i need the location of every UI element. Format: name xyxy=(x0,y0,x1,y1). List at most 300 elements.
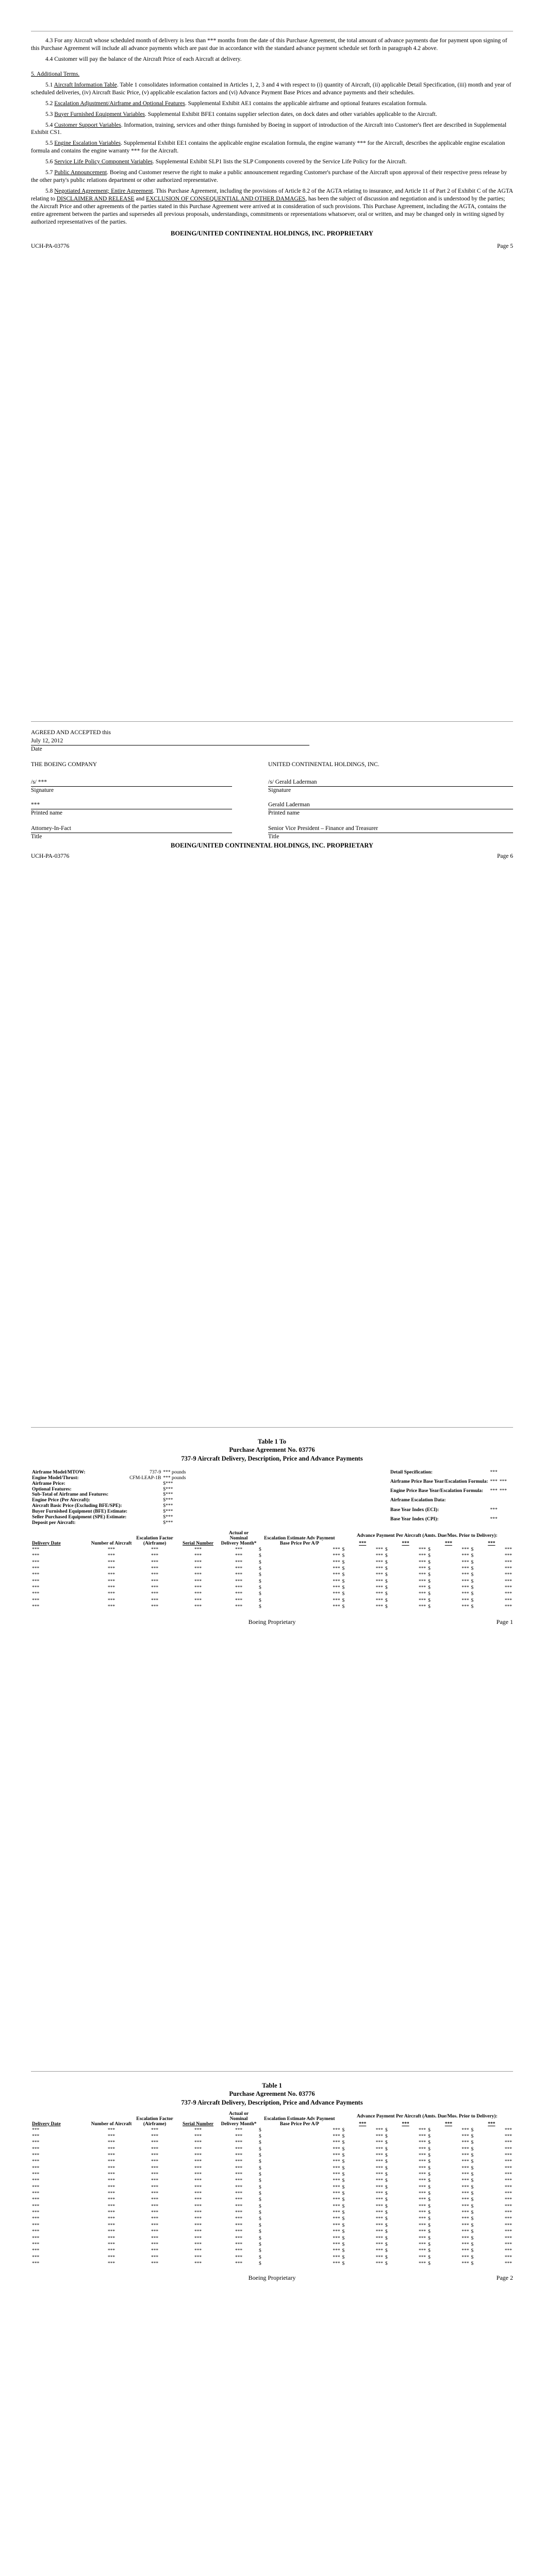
table-cell: $ xyxy=(385,1598,388,1603)
section-title: Negotiated Agreement; Entire Agreement xyxy=(54,188,153,195)
table-cell: $ xyxy=(428,2159,431,2165)
table-cell: *** xyxy=(235,2178,243,2184)
table-cell: *** xyxy=(504,2178,512,2184)
table-cell: *** xyxy=(333,2146,340,2152)
table-cell: *** xyxy=(418,2229,426,2235)
table-cell: *** xyxy=(504,2216,512,2222)
table-subtitle: Purchase Agreement No. 03776 xyxy=(229,2090,315,2098)
table-cell: *** xyxy=(461,2197,469,2203)
table-cell: *** xyxy=(151,2223,159,2228)
section-title: Customer Support Variables xyxy=(54,122,121,128)
table-cell: *** xyxy=(235,2146,243,2152)
info-value: $*** xyxy=(163,1481,173,1486)
table-row xyxy=(31,2172,513,2178)
table-cell: *** xyxy=(333,1572,340,1578)
table-cell: $ xyxy=(385,2261,388,2266)
info-row xyxy=(31,1520,187,1526)
info-value xyxy=(128,1503,162,1509)
advance-month-header: *** xyxy=(402,1540,409,1546)
table-cell: *** xyxy=(461,1553,469,1559)
table-cell: *** xyxy=(333,2134,340,2139)
table-cell: *** xyxy=(194,2223,202,2228)
table-cell: *** xyxy=(504,2127,512,2133)
table-cell: *** xyxy=(151,1604,159,1609)
aircraft-info-right xyxy=(389,1470,508,1526)
table-cell: $ xyxy=(259,1547,261,1552)
table-row xyxy=(31,2235,513,2242)
table-cell: *** xyxy=(461,2191,469,2197)
info-row xyxy=(31,1503,187,1509)
table-cell: *** xyxy=(151,2248,159,2254)
table-cell: $ xyxy=(259,2146,261,2152)
table-cell: $ xyxy=(385,2210,388,2216)
table-cell: *** xyxy=(151,2159,159,2165)
table-cell: $ xyxy=(428,2140,431,2146)
table-row xyxy=(31,1579,513,1585)
table-cell: *** xyxy=(418,2248,426,2254)
table-cell: *** xyxy=(151,1585,159,1590)
table-cell: $ xyxy=(342,1547,345,1552)
table-cell: $ xyxy=(428,1591,431,1597)
table-cell: *** xyxy=(32,2204,40,2209)
table-cell: $ xyxy=(385,2223,388,2228)
table-cell: *** xyxy=(235,2235,243,2241)
table-cell: *** xyxy=(333,2216,340,2222)
info-value: *** xyxy=(490,1516,498,1522)
table-row xyxy=(31,1566,513,1572)
section-text: . Supplemental Exhibit AE1 contains the applicable airframe and optional features escalation formula. xyxy=(185,100,427,107)
table-cell: *** xyxy=(418,1547,426,1552)
table-cell: *** xyxy=(504,1579,512,1584)
boeing-name-line xyxy=(31,801,232,809)
table-cell: $ xyxy=(428,1560,431,1565)
table-cell: *** xyxy=(418,2140,426,2146)
table-cell: *** xyxy=(461,1547,469,1552)
table-cell: *** xyxy=(375,1560,383,1565)
table-cell: *** xyxy=(235,2159,243,2165)
exclusion-term: EXCLUSION OF CONSEQUENTIAL AND OTHER DAMAGES xyxy=(145,196,306,202)
table-cell: *** xyxy=(194,1553,202,1559)
table-cell: *** xyxy=(32,2235,40,2241)
table-cell: $ xyxy=(342,2223,345,2228)
table-cell: *** xyxy=(107,2204,116,2209)
proprietary-footer: Boeing Proprietary xyxy=(248,1618,296,1626)
info-value: *** xyxy=(499,1479,507,1484)
table-cell: *** xyxy=(418,1604,426,1609)
table-row xyxy=(31,2242,513,2248)
info-value: *** xyxy=(490,1469,498,1475)
section-number: 5.1 xyxy=(45,81,53,88)
table-cell: *** xyxy=(194,1579,202,1584)
table-cell: *** xyxy=(194,2261,202,2266)
table-cell: *** xyxy=(235,1547,243,1552)
table-cell: *** xyxy=(151,2255,159,2260)
table-title: Table 1 xyxy=(262,2082,282,2089)
table-cell: *** xyxy=(107,2165,116,2171)
table-cell: $ xyxy=(471,2184,474,2190)
boeing-signature-line xyxy=(31,778,232,787)
delivery-month-header: Actual or Nominal Delivery Month* xyxy=(221,1530,257,1546)
info-value xyxy=(128,1509,162,1515)
table-cell: *** xyxy=(333,2153,340,2159)
table-cell: $ xyxy=(259,2153,261,2159)
table-cell: *** xyxy=(418,1553,426,1559)
table-cell: *** xyxy=(107,1585,116,1590)
table-cell: $ xyxy=(385,2178,388,2184)
table-cell: $ xyxy=(342,2146,345,2152)
table-cell: *** xyxy=(235,1604,243,1609)
table-cell: *** xyxy=(235,2261,243,2266)
title-label: Title xyxy=(31,834,42,840)
signature-label: Signature xyxy=(31,787,54,793)
table-cell: $ xyxy=(342,1572,345,1578)
table-cell: *** xyxy=(151,2197,159,2203)
table-cell: $ xyxy=(259,2261,261,2266)
table-row xyxy=(31,2127,513,2133)
table-cell: $ xyxy=(385,2216,388,2222)
table-cell: *** xyxy=(32,2216,40,2222)
signature-label: Signature xyxy=(268,787,291,793)
serial-number-header: Serial Number xyxy=(183,1540,213,1546)
table-cell: $ xyxy=(342,1598,345,1603)
table-cell: *** xyxy=(194,2216,202,2222)
table-cell: *** xyxy=(461,2223,469,2228)
table-cell: $ xyxy=(428,2223,431,2228)
page-5 xyxy=(31,37,513,250)
info-label: Base Year Index (ECI): xyxy=(390,1507,439,1513)
table-cell: $ xyxy=(428,1566,431,1571)
table-cell: *** xyxy=(461,2165,469,2171)
page-footer xyxy=(31,243,513,250)
table-row xyxy=(31,2216,513,2222)
table-cell: *** xyxy=(375,1547,383,1552)
info-row xyxy=(389,1479,508,1488)
table-cell: *** xyxy=(32,1579,40,1584)
table-cell: *** xyxy=(151,2153,159,2159)
table-cell: $ xyxy=(471,1579,474,1584)
table-cell: $ xyxy=(342,2191,345,2197)
table-cell: *** xyxy=(504,1604,512,1609)
table-cell: *** xyxy=(418,1566,426,1571)
table-cell: $ xyxy=(385,1547,388,1552)
section-5-heading xyxy=(31,71,513,78)
united-title-line xyxy=(268,825,513,833)
info-value xyxy=(128,1492,162,1498)
table-cell: $ xyxy=(259,2127,261,2133)
info-value: $*** xyxy=(163,1515,173,1520)
table-cell: *** xyxy=(32,2191,40,2197)
table-cell: $ xyxy=(385,2255,388,2260)
info-value xyxy=(128,1498,162,1503)
table-cell: $ xyxy=(385,1579,388,1584)
table-cell: *** xyxy=(333,2235,340,2241)
table-cell: *** xyxy=(418,2127,426,2133)
table-cell: $ xyxy=(342,2204,345,2209)
table-cell: $ xyxy=(259,2216,261,2222)
section-text: . Supplemental Exhibit EE1 contains the applicable engine escalation formula, the engine warranty *** for the Aircraft, describes the applicable engine escalation formula and contains the engine warranty *** for the Aircraft. xyxy=(31,140,505,155)
section-number: 5.8 xyxy=(45,188,53,195)
table-cell: $ xyxy=(471,2210,474,2216)
table-cell: *** xyxy=(418,2255,426,2260)
table-cell: $ xyxy=(385,2159,388,2165)
table-cell: $ xyxy=(471,2216,474,2222)
table-cell: *** xyxy=(461,1560,469,1565)
table-cell: *** xyxy=(194,2242,202,2247)
info-row xyxy=(389,1470,508,1479)
table-cell: *** xyxy=(235,2255,243,2260)
escalation-factor-header: Escalation Factor (Airframe) xyxy=(136,1535,173,1546)
united-name-line xyxy=(268,801,513,809)
table-cell: *** xyxy=(418,2223,426,2228)
table-cell: *** xyxy=(375,2184,383,2190)
table-cell: *** xyxy=(461,2216,469,2222)
paragraph-5-6 xyxy=(31,158,513,166)
table-row xyxy=(31,2248,513,2254)
table-cell: $ xyxy=(342,2127,345,2133)
table-cell: $ xyxy=(342,2235,345,2241)
table-cell: *** xyxy=(375,1579,383,1584)
table-cell: $ xyxy=(428,1598,431,1603)
table-cell: *** xyxy=(333,2261,340,2266)
table-cell: *** xyxy=(194,2248,202,2254)
table-cell: *** xyxy=(107,2127,116,2133)
table-cell: $ xyxy=(259,2248,261,2254)
info-label: Aircraft Basic Price (Excluding BFE/SPE): xyxy=(32,1503,122,1509)
table-cell: *** xyxy=(32,1566,40,1571)
table-cell: *** xyxy=(418,2242,426,2247)
table-cell: *** xyxy=(504,1560,512,1565)
table-cell: *** xyxy=(504,1566,512,1571)
table-cell: *** xyxy=(461,2127,469,2133)
table-cell: $ xyxy=(259,1579,261,1584)
table-cell: *** xyxy=(375,2178,383,2184)
table-row xyxy=(31,1598,513,1604)
table-cell: *** xyxy=(504,2255,512,2260)
header-row xyxy=(31,1531,513,1539)
table-cell: $ xyxy=(471,1553,474,1559)
table-cell: $ xyxy=(342,2216,345,2222)
table-cell: *** xyxy=(461,2255,469,2260)
section-5-title: 5. Additional Terms. xyxy=(31,71,80,77)
united-signature: /s/ Gerald Laderman xyxy=(268,779,317,785)
table-cell: *** xyxy=(32,1572,40,1578)
boeing-title-line xyxy=(31,825,232,833)
info-row xyxy=(31,1476,187,1481)
proprietary-notice: BOEING/UNITED CONTINENTAL HOLDINGS, INC. PROPRIETARY xyxy=(171,842,373,849)
info-label: Airframe Price: xyxy=(32,1481,65,1486)
table-cell: *** xyxy=(235,2242,243,2247)
table-cell: $ xyxy=(471,2229,474,2235)
table-cell: $ xyxy=(428,2197,431,2203)
table-cell: *** xyxy=(418,1560,426,1565)
serial-number-header: Serial Number xyxy=(183,2121,213,2127)
table-cell: $ xyxy=(471,2178,474,2184)
table-cell: *** xyxy=(461,1591,469,1597)
table-cell: *** xyxy=(32,2165,40,2171)
section-number: 5.5 xyxy=(45,140,53,147)
table-cell: $ xyxy=(471,2134,474,2139)
info-value: $*** xyxy=(163,1498,173,1503)
table-cell: *** xyxy=(504,2146,512,2152)
page-number: Page 1 xyxy=(496,1618,513,1626)
table-cell: *** xyxy=(151,2210,159,2216)
table-cell: *** xyxy=(418,1598,426,1603)
table-cell: $ xyxy=(259,1566,261,1571)
table-cell: *** xyxy=(375,2197,383,2203)
table-row xyxy=(31,2223,513,2229)
table-cell: $ xyxy=(342,2165,345,2171)
table-cell: *** xyxy=(504,2261,512,2266)
table-cell: $ xyxy=(471,2223,474,2228)
table-cell: *** xyxy=(504,2242,512,2247)
table-cell: *** xyxy=(375,2140,383,2146)
table-cell: *** xyxy=(504,2210,512,2216)
table-cell: *** xyxy=(418,1579,426,1584)
table-cell: *** xyxy=(504,1585,512,1590)
table-cell: *** xyxy=(194,2178,202,2184)
info-value: *** xyxy=(490,1507,498,1513)
table-cell: $ xyxy=(428,2178,431,2184)
table-cell: *** xyxy=(235,2210,243,2216)
table-cell: *** xyxy=(461,2140,469,2146)
table-row xyxy=(31,1547,513,1553)
delivery-month-header: Actual or Nominal Delivery Month* xyxy=(221,2111,257,2127)
table-row xyxy=(31,2178,513,2184)
table-cell: $ xyxy=(259,1572,261,1578)
table-cell: $ xyxy=(471,2191,474,2197)
table-cell: *** xyxy=(375,2235,383,2241)
table-cell: *** xyxy=(418,2216,426,2222)
table-cell: *** xyxy=(375,1572,383,1578)
table-cell: $ xyxy=(428,2204,431,2209)
info-label: Deposit per Aircraft: xyxy=(32,1520,76,1526)
info-value: *** pounds xyxy=(163,1469,186,1475)
info-row xyxy=(31,1470,187,1476)
info-label: Engine Price Base Year/Escalation Formula: xyxy=(390,1488,484,1494)
paragraph-5-5 xyxy=(31,140,513,155)
section-number: 5.3 xyxy=(45,111,53,117)
table-cell: *** xyxy=(418,2184,426,2190)
table-cell: $ xyxy=(259,1604,261,1609)
delivery-date-header: Delivery Date xyxy=(32,1540,61,1546)
table-cell: *** xyxy=(151,2216,159,2222)
table-cell: $ xyxy=(259,1553,261,1559)
section-number: 5.7 xyxy=(45,170,53,176)
table-cell: $ xyxy=(385,2146,388,2152)
table-subtitle: Purchase Agreement No. 03776 xyxy=(229,1446,315,1454)
table-cell: *** xyxy=(151,1579,159,1584)
table-cell: *** xyxy=(32,2134,40,2139)
table-cell: $ xyxy=(471,1547,474,1552)
table-cell: $ xyxy=(428,2191,431,2197)
table-cell: *** xyxy=(107,2216,116,2222)
table-cell: *** xyxy=(32,2248,40,2254)
info-value xyxy=(499,1507,508,1517)
table-cell: *** xyxy=(333,2165,340,2171)
table-cell: $ xyxy=(471,2242,474,2247)
table-cell: $ xyxy=(342,1553,345,1559)
table-cell: *** xyxy=(418,2165,426,2171)
table-cell: *** xyxy=(151,2204,159,2209)
table-cell: *** xyxy=(461,2184,469,2190)
table-cell: *** xyxy=(333,2159,340,2165)
table-cell: *** xyxy=(151,1553,159,1559)
table-cell: *** xyxy=(375,1604,383,1609)
table-cell: *** xyxy=(32,2229,40,2235)
table-cell: *** xyxy=(235,1579,243,1584)
table-cell: $ xyxy=(471,2255,474,2260)
table-cell: $ xyxy=(471,2248,474,2254)
section-number: 5.6 xyxy=(45,159,53,165)
table-cell: *** xyxy=(375,2191,383,2197)
table-cell: $ xyxy=(428,2229,431,2235)
advance-month-header: *** xyxy=(444,1540,452,1546)
table-cell: *** xyxy=(418,2146,426,2152)
advance-month-header: *** xyxy=(359,2121,367,2127)
table-cell: *** xyxy=(194,2153,202,2159)
table-cell: *** xyxy=(375,2204,383,2209)
table-cell: $ xyxy=(342,1560,345,1565)
table-cell: *** xyxy=(418,2178,426,2184)
info-row xyxy=(389,1488,508,1498)
info-value: $*** xyxy=(163,1520,173,1526)
table-cell: $ xyxy=(342,2134,345,2139)
table-cell: *** xyxy=(504,2197,512,2203)
info-row xyxy=(389,1498,508,1507)
info-label: Airframe Model/MTOW: xyxy=(32,1469,86,1475)
paragraph-5-2 xyxy=(31,100,513,108)
advance-month-header: *** xyxy=(488,1540,496,1546)
table-cell: *** xyxy=(333,1604,340,1609)
table-cell: *** xyxy=(504,1547,512,1552)
table-cell: *** xyxy=(461,2172,469,2178)
page-6-signatures xyxy=(31,729,513,884)
info-row xyxy=(31,1492,187,1498)
page-divider xyxy=(31,2071,513,2072)
table-row xyxy=(31,2255,513,2261)
table-cell: *** xyxy=(32,2223,40,2228)
table-cell: *** xyxy=(194,2229,202,2235)
table-cell: *** xyxy=(504,1591,512,1597)
table-cell: *** xyxy=(461,2146,469,2152)
table-subtitle-2: 737-9 Aircraft Delivery, Description, Price and Advance Payments xyxy=(181,2098,363,2106)
table-cell: *** xyxy=(333,2242,340,2247)
table-cell: $ xyxy=(259,2140,261,2146)
table-cell: *** xyxy=(194,2134,202,2139)
boeing-title: Attorney-In-Fact xyxy=(31,825,71,832)
table-cell: *** xyxy=(235,2140,243,2146)
table-cell: *** xyxy=(504,2184,512,2190)
table-cell: *** xyxy=(504,2235,512,2241)
table-cell: *** xyxy=(32,1547,40,1552)
table-cell: *** xyxy=(333,1566,340,1571)
advance-month-header: *** xyxy=(488,2121,496,2127)
table-cell: *** xyxy=(151,2165,159,2171)
info-row xyxy=(31,1487,187,1493)
table-cell: $ xyxy=(471,2235,474,2241)
table-cell: *** xyxy=(235,2197,243,2203)
table-cell: $ xyxy=(385,2140,388,2146)
info-label: Sub-Total of Airframe and Features: xyxy=(32,1492,109,1498)
table-cell: *** xyxy=(107,1591,116,1597)
table-cell: $ xyxy=(259,1585,261,1590)
proprietary-footer: Boeing Proprietary xyxy=(248,2274,296,2282)
table-cell: *** xyxy=(151,2229,159,2235)
table-cell: *** xyxy=(32,1560,40,1565)
title-label: Title xyxy=(268,834,279,840)
table-cell: $ xyxy=(259,2165,261,2171)
table-cell: $ xyxy=(428,2153,431,2159)
